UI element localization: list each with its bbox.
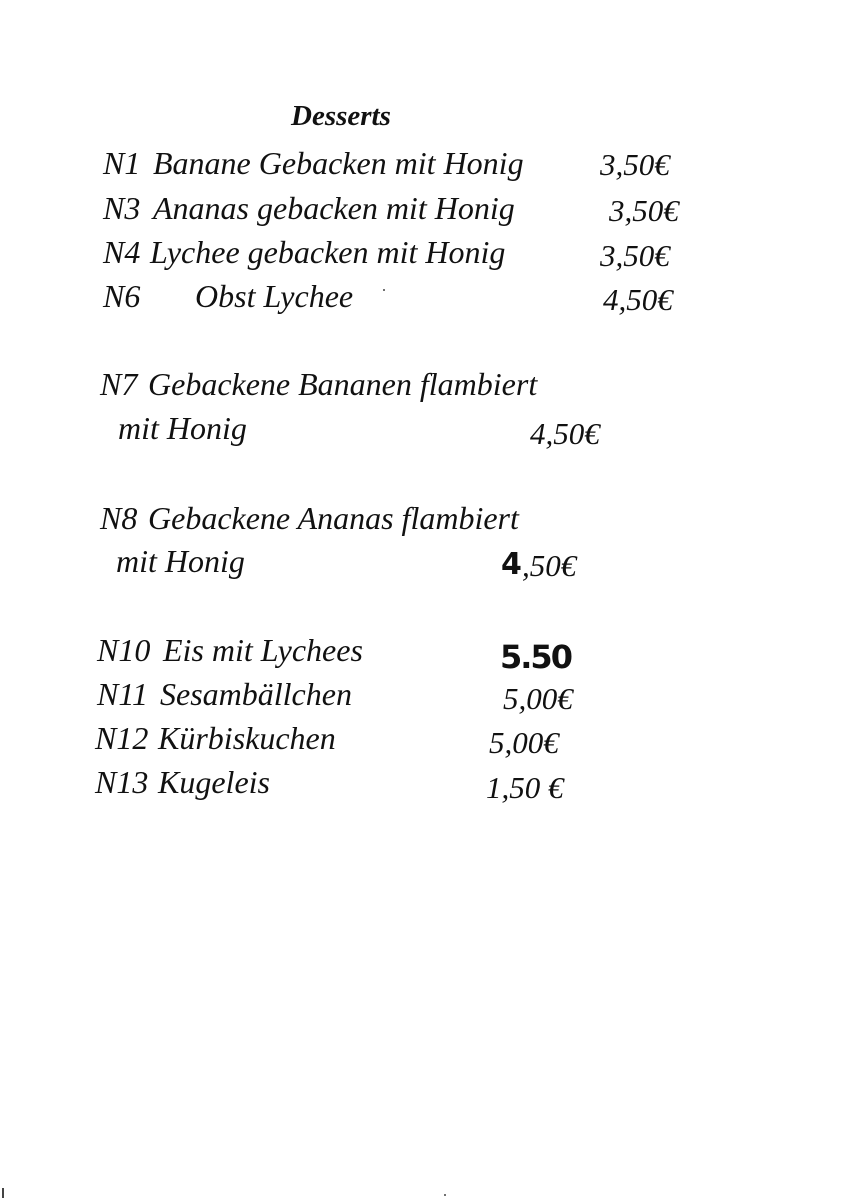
item-code: N3 bbox=[103, 190, 141, 226]
item-name-line2: mit Honig bbox=[116, 543, 245, 579]
item-name: Eis mit Lychees bbox=[163, 632, 363, 668]
item-name: Gebackene Ananas flambiert bbox=[148, 500, 519, 536]
handwritten-correction-digit: 4 bbox=[501, 547, 522, 582]
handwritten-price: 5.50 bbox=[500, 638, 571, 676]
item-code: N13 bbox=[95, 764, 149, 800]
item-name: Lychee gebacken mit Honig bbox=[150, 234, 506, 270]
item-price: 5,00€ bbox=[503, 681, 573, 716]
item-name: Banane Gebacken mit Honig bbox=[153, 145, 524, 181]
item-code: N11 bbox=[97, 676, 148, 712]
scan-speck bbox=[2, 1188, 4, 1198]
scan-speck bbox=[383, 289, 385, 291]
item-name-line2: mit Honig bbox=[118, 410, 247, 446]
item-price: 4,50€ bbox=[530, 416, 600, 451]
item-code: N7 bbox=[100, 366, 138, 402]
item-code: N10 bbox=[97, 632, 151, 668]
item-price: 4,50€ bbox=[603, 282, 673, 317]
item-name: Kugeleis bbox=[158, 764, 270, 800]
item-price: 1,50 € bbox=[486, 770, 564, 805]
item-price: ,50€ bbox=[522, 548, 577, 583]
menu-title: Desserts bbox=[291, 100, 391, 132]
item-name: Sesambällchen bbox=[160, 676, 352, 712]
item-price: 3,50€ bbox=[600, 147, 670, 182]
scan-speck bbox=[444, 1194, 446, 1196]
item-price: 3,50€ bbox=[600, 238, 670, 273]
item-price: 5,00€ bbox=[489, 725, 559, 760]
item-code: N6 bbox=[103, 278, 141, 314]
item-name: Ananas gebacken mit Honig bbox=[153, 190, 515, 226]
item-code: N8 bbox=[100, 500, 138, 536]
item-name: Obst Lychee bbox=[195, 278, 354, 314]
item-name: Gebackene Bananen flambiert bbox=[148, 366, 538, 402]
item-name: Kürbiskuchen bbox=[158, 720, 336, 756]
item-price: 3,50€ bbox=[609, 193, 679, 228]
item-code: N4 bbox=[103, 234, 141, 270]
item-code: N1 bbox=[103, 145, 141, 181]
item-code: N12 bbox=[95, 720, 149, 756]
